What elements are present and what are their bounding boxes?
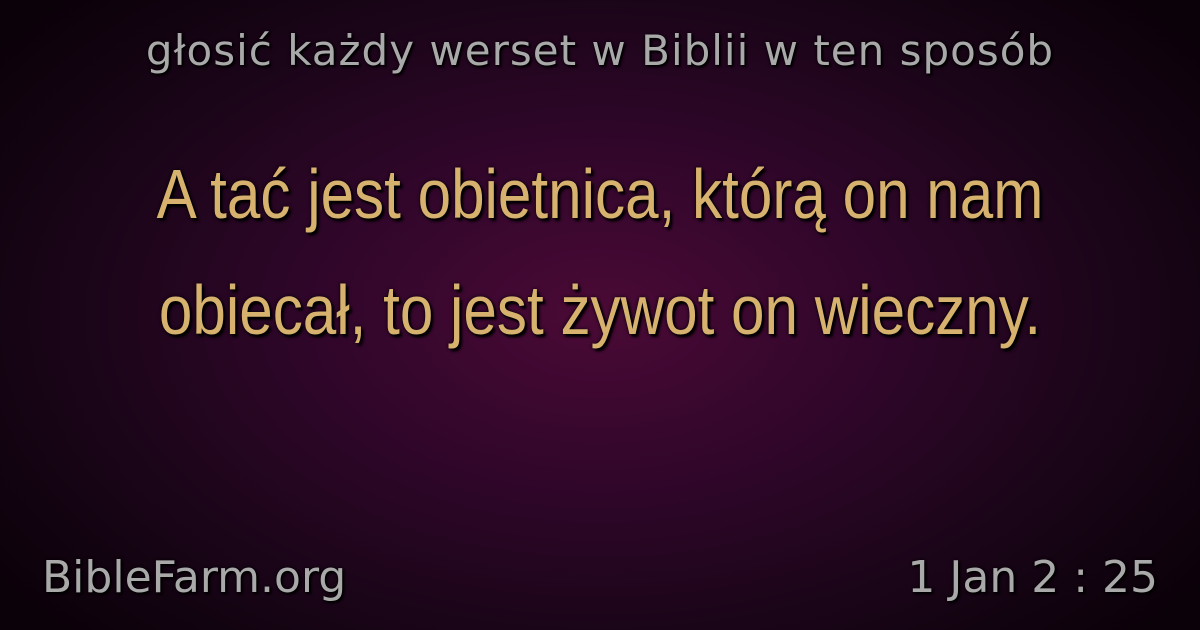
tagline: głosić każdy werset w Biblii w ten sposób <box>145 26 1055 75</box>
site-name: BibleFarm.org <box>42 552 347 603</box>
verse-reference: 1 Jan 2 : 25 <box>907 552 1158 603</box>
verse-text: A tać jest obietnica, którą on nam obiecał, to jest żywot on wieczny. <box>156 155 1044 349</box>
